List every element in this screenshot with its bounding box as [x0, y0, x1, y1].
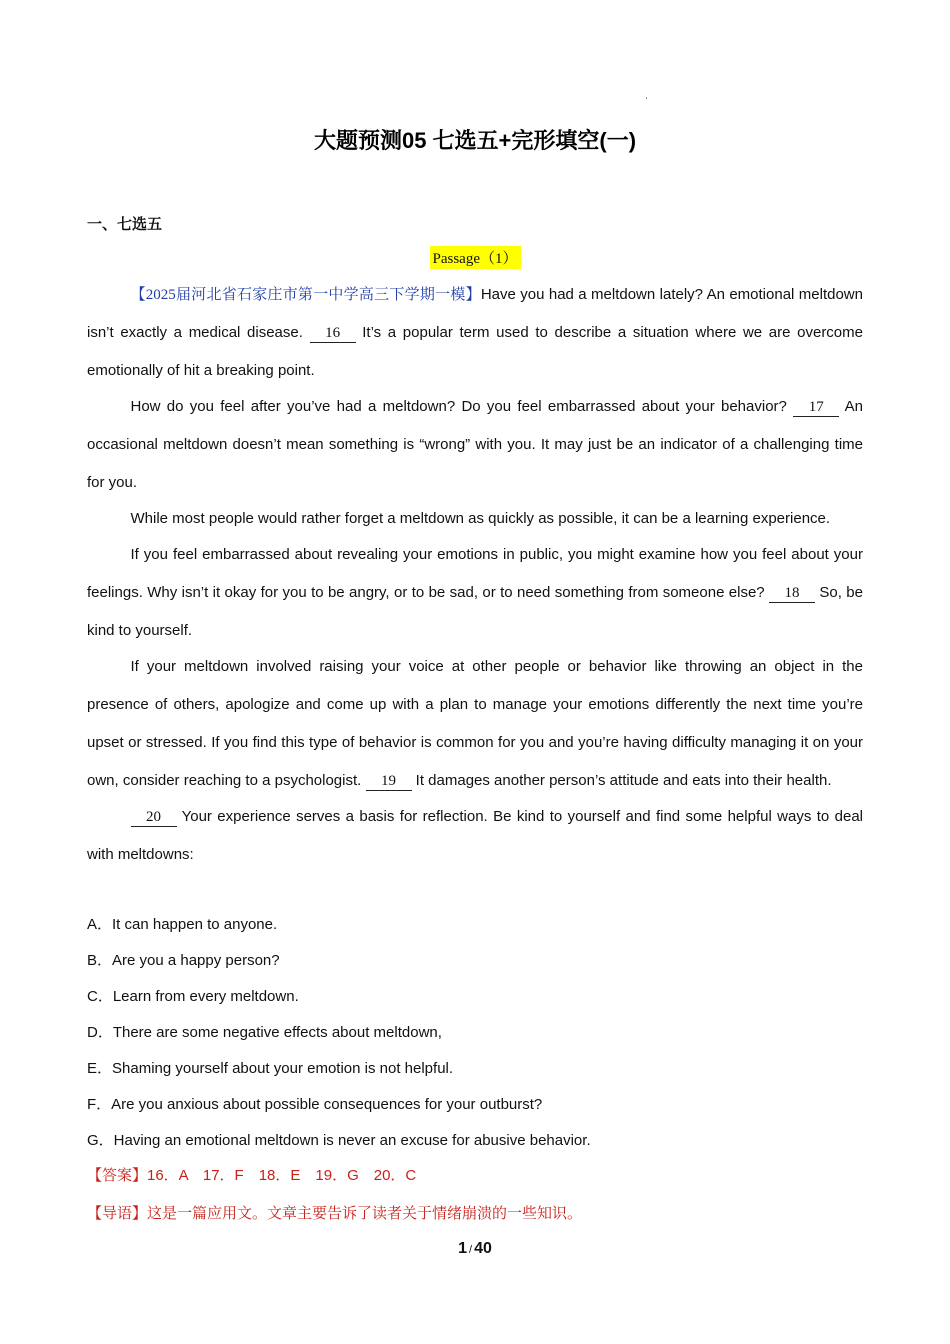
passage-label: Passage（1）	[430, 246, 521, 269]
paragraph-text: If your meltdown involved raising your voice at other people or behavior like throwing an object in the presence of others, apologize and come up with a plan to manage your emotions differently the next time you’re upset or stressed. If you find this type of behavior is common for you and you’re having difficulty managing it on your own, consider reaching to a psychologist.	[87, 658, 863, 789]
paragraph	[87, 536, 863, 650]
paragraph-text: It’s a popular term used to describe a situation where we are overcome emotionally of hit a breaking point.	[87, 324, 863, 379]
paragraph-text: It damages another person’s attitude and eats into their health.	[411, 772, 832, 789]
option-list	[87, 907, 591, 1159]
answer-blank: 17	[793, 399, 839, 417]
paragraph-text: So, be kind to yourself.	[87, 584, 863, 639]
paragraph	[87, 648, 863, 800]
paragraph-text: How do you feel after you’ve had a meltdown? Do you feel embarrassed about your behavior?	[130, 398, 794, 415]
passage-body	[87, 276, 863, 874]
option-item: G．Having an emotional meltdown is never an excuse for abusive behavior.	[87, 1132, 591, 1149]
paragraph-text: If you feel embarrassed about revealing your emotions in public, you might examine how you feel about your feelings. Why isn’t it okay for you to be angry, or to be sad, or to need something from someone else?	[87, 546, 863, 601]
answer-blank: 18	[769, 585, 815, 603]
option-item: F．Are you anxious about possible consequences for your outburst?	[87, 1096, 543, 1113]
paragraph-text: Your experience serves a basis for reflection. Be kind to yourself and find some helpful ways to deal with meltdowns:	[87, 808, 863, 863]
answer-blank: 19	[366, 773, 412, 791]
paragraph	[87, 798, 863, 874]
page-number: 1 / 40	[458, 1240, 492, 1257]
section-heading: 一、七选五	[87, 216, 163, 233]
paragraph	[87, 276, 863, 390]
paragraph-text: Have you had a meltdown lately? An emotional meltdown isn’t exactly a medical disease.	[87, 286, 863, 341]
paragraph	[87, 388, 863, 502]
option-item: D．There are some negative effects about meltdown,	[87, 1024, 442, 1041]
source-tag: 【2025届河北省石家庄市第一中学高三下学期一模】	[130, 287, 481, 303]
option-item: C．Learn from every meltdown.	[87, 988, 299, 1005]
current-page: 1	[458, 1240, 468, 1257]
answer-line: 【答案】16．A 17．F 18．E 19．G 20．C	[87, 1167, 417, 1184]
option-item: A．It can happen to anyone.	[87, 916, 278, 933]
stray-mark	[646, 97, 647, 99]
guide-line: 【导语】这是一篇应用文。文章主要告诉了读者关于情绪崩溃的一些知识。	[87, 1204, 583, 1222]
total-pages: 40	[474, 1240, 492, 1257]
option-item: E．Shaming yourself about your emotion is not helpful.	[87, 1060, 454, 1077]
paragraph-text: While most people would rather forget a meltdown as quickly as possible, it can be a learning experience.	[130, 510, 831, 527]
paragraph	[87, 500, 863, 538]
page-title: 大题预测05 七选五+完形填空(一)	[313, 128, 637, 153]
answer-blank: 20	[131, 809, 177, 827]
option-item: B．Are you a happy person?	[87, 952, 280, 969]
paragraph-text: An occasional meltdown doesn’t mean something is “wrong” with you. It may just be an indicator of a challenging time for you.	[87, 398, 863, 491]
answer-blank: 16	[310, 325, 356, 343]
